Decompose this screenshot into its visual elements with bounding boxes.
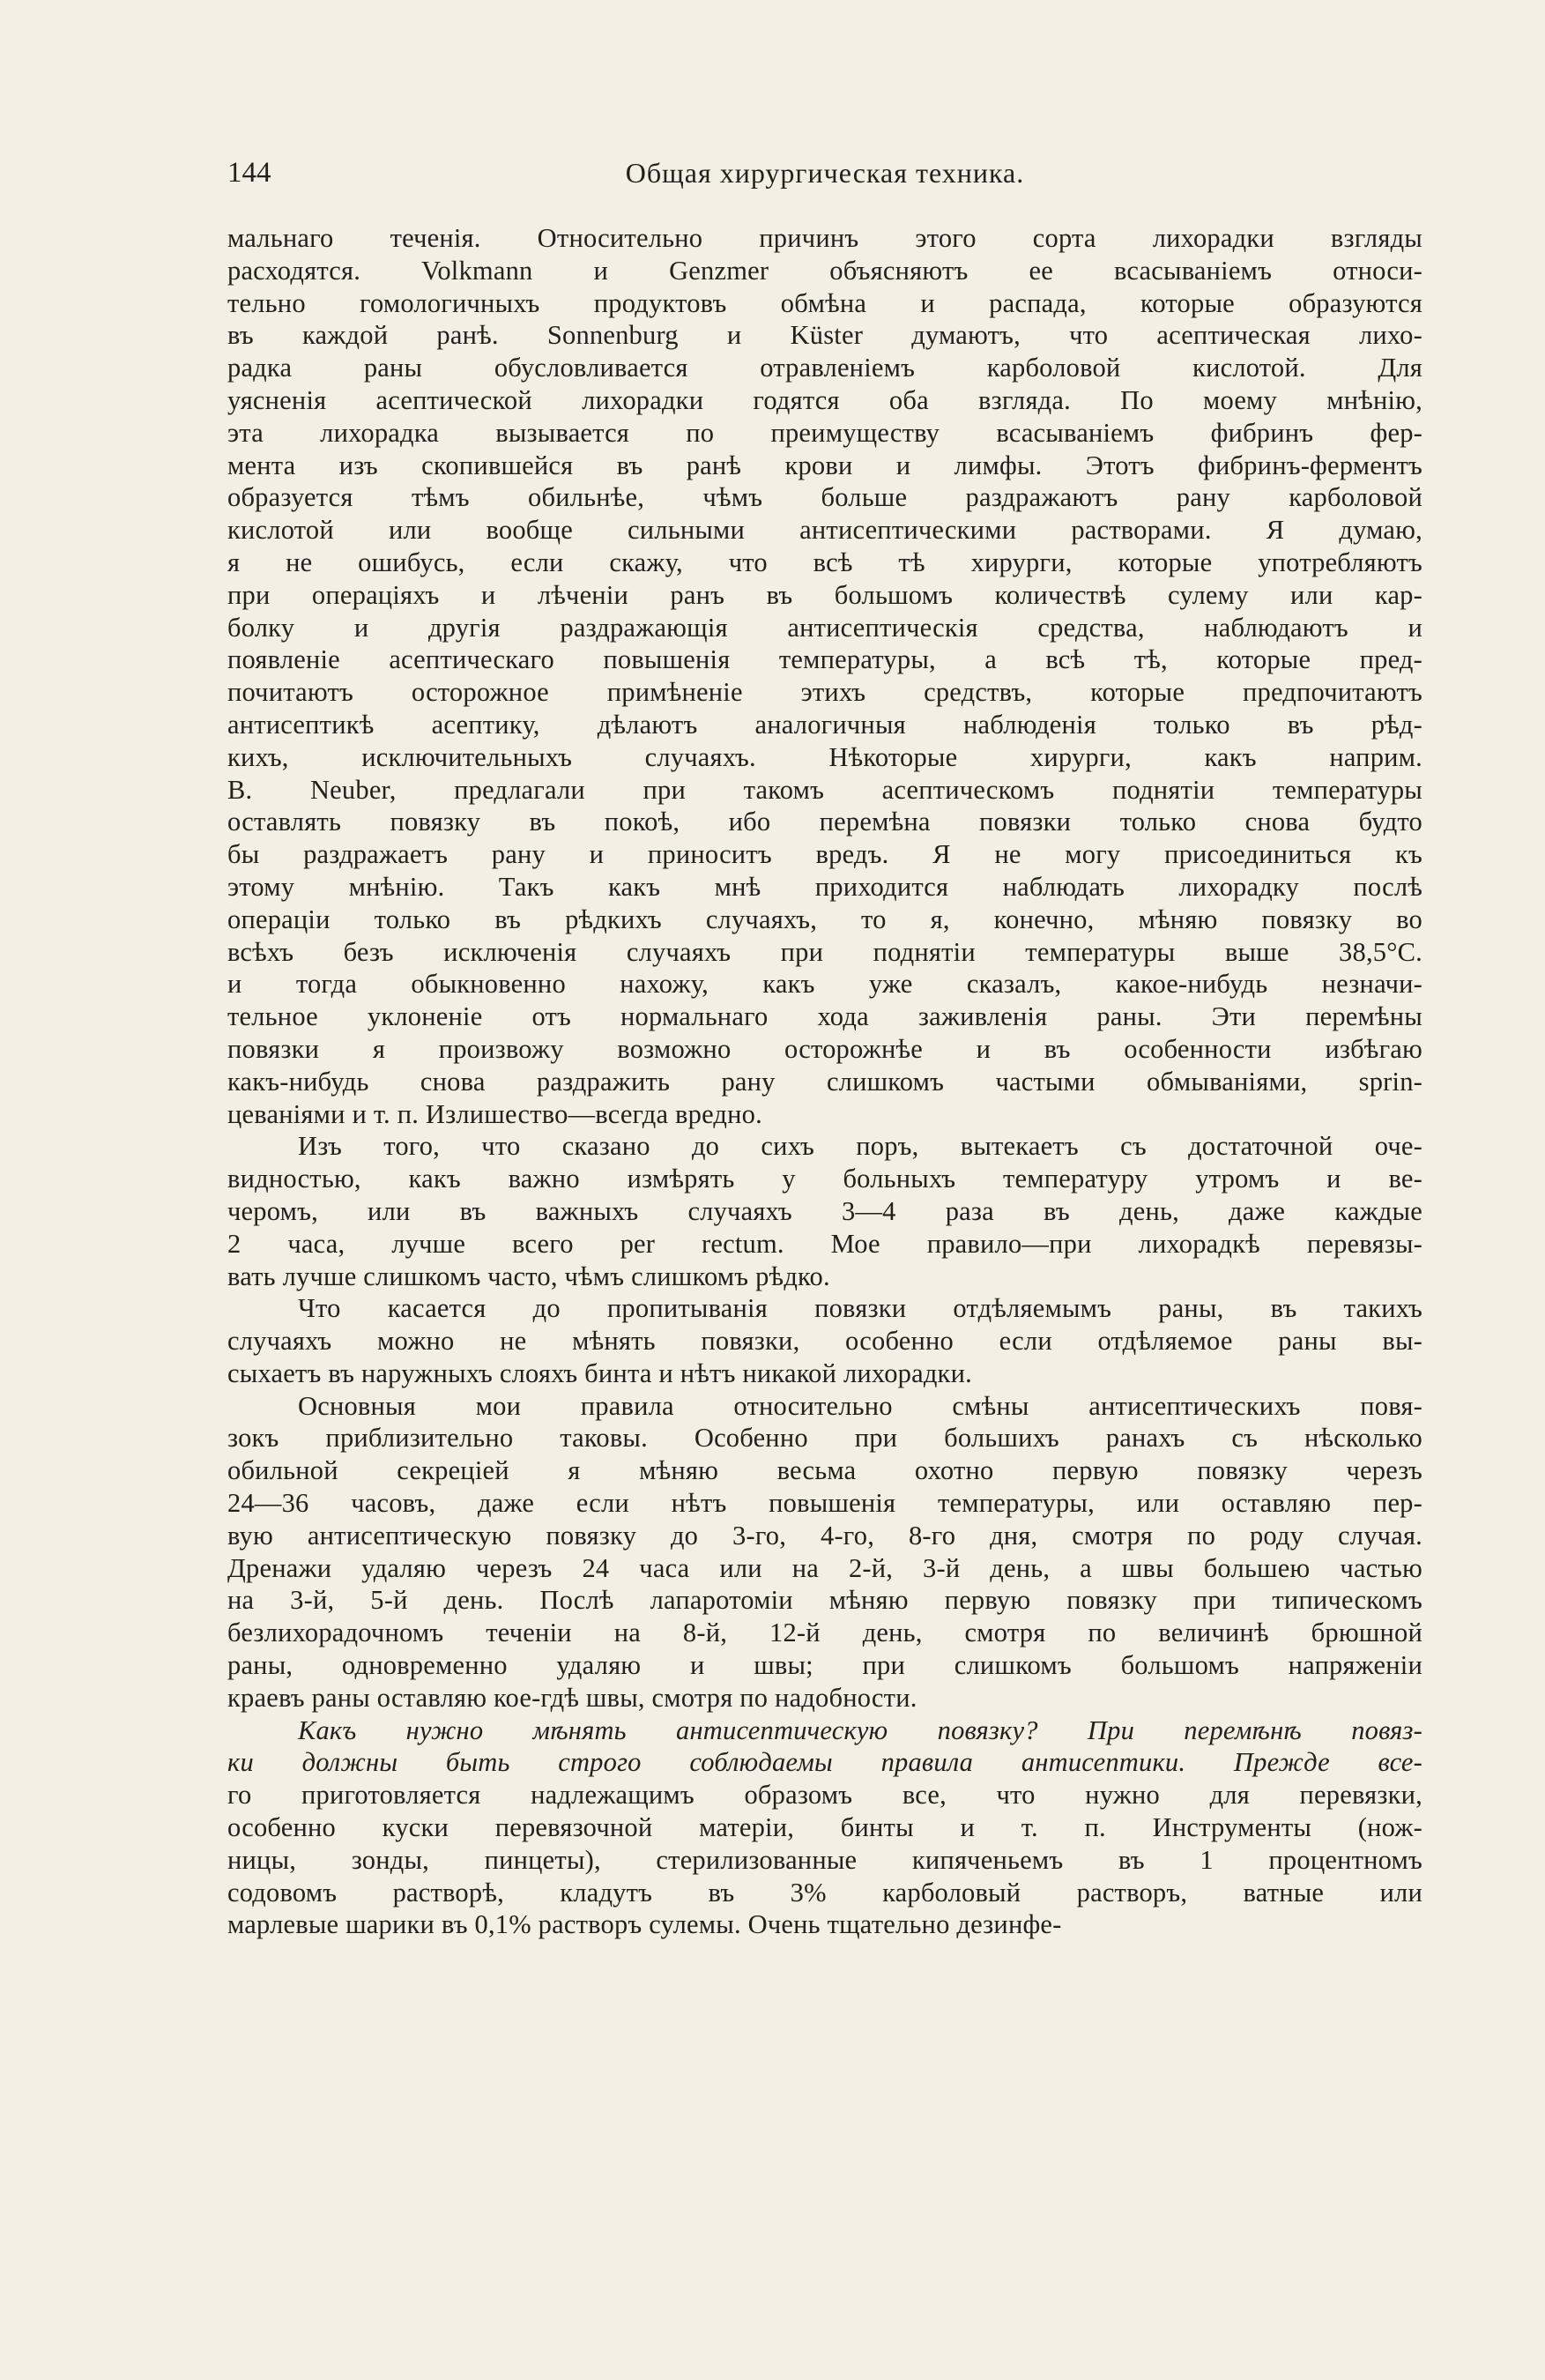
body-text [227,222,1422,1941]
text-line: и тогда обыкновенно нахожу, какъ уже сказалъ, какое-нибудь незначи- [227,969,1422,1000]
text-line: Основныя мои правила относительно смѣны антисептическихъ повя- [298,1390,1422,1421]
text-line: какъ-нибудь снова раздражить рану слишкомъ частыми обмываніями, sprin- [227,1066,1422,1097]
text-line: уясненія асептической лихорадки годятся оба взгляда. По моему мнѣнію, [227,384,1422,415]
text-line: вую антисептическую повязку до 3-го, 4-го, 8-го дня, смотря по роду случая. [227,1520,1422,1551]
text-line: содовомъ растворѣ, кладутъ въ 3% карболовый растворъ, ватные или [227,1877,1422,1908]
text-line: операціи только въ рѣдкихъ случаяхъ, то я, конечно, мѣняю повязку во [227,904,1422,934]
text-line: бы раздражаетъ рану и приноситъ вредъ. Я не могу присоединиться къ [227,839,1422,870]
text-line: антисептикѣ асептику, дѣлаютъ аналогичныя наблюденія только въ рѣд- [227,709,1422,740]
page-number: 144 [227,157,271,189]
text-line: появленіе асептическаго повышенія температуры, а всѣ тѣ, которые пред- [227,644,1422,675]
text-line: тельно гомологичныхъ продуктовъ обмѣна и распада, которые образуются [227,287,1422,318]
text-line: марлевые шарики въ 0,1% растворъ сулемы. Очень тщательно дезинфе- [227,1909,1062,1940]
text-line: видностью, какъ важно измѣрять у больныхъ температуру утромъ и ве- [227,1164,1422,1194]
text-line: Дренажи удаляю черезъ 24 часа или на 2-й, 3-й день, а швы большею частью [227,1552,1422,1583]
text-line: 2 часа, лучше всего per rectum. Мое правило—при лихорадкѣ перевязы- [227,1228,1422,1259]
text-line: раны, одновременно удаляю и швы; при слишкомъ большомъ напряженіи [227,1650,1422,1681]
text-line: 24—36 часовъ, даже если нѣтъ повышенія температуры, или оставляю пер- [227,1488,1422,1519]
text-line: этому мнѣнію. Такъ какъ мнѣ приходится наблюдать лихорадку послѣ [227,871,1422,902]
text-line: ки должны быть строго соблюдаемы правила антисептики. Прежде все- [227,1747,1422,1778]
text-line: Какъ нужно мѣнять антисептическую повязку? При перемѣнѣ повяз- [298,1714,1422,1745]
text-line: эта лихорадка вызывается по преимуществу всасываніемъ фибринъ фер- [227,417,1422,448]
text-line: Изъ того, что сказано до сихъ поръ, вытекаетъ съ достаточной оче- [298,1131,1422,1162]
text-line: тельное уклоненіе отъ нормальнаго хода заживленія раны. Эти перемѣны [227,1001,1422,1032]
running-title: Общая хирургическая техника. [625,157,1025,189]
text-line: мента изъ скопившейся въ ранѣ крови и лимфы. Этотъ фибринъ-ферментъ [227,450,1422,480]
text-line: ницы, зонды, пинцеты), стерилизованные кипяченьемъ въ 1 процентномъ [227,1844,1422,1875]
text-line: образуется тѣмъ обильнѣе, чѣмъ больше раздражаютъ рану карболовой [227,482,1422,513]
text-line: вать лучше слишкомъ часто, чѣмъ слишкомъ рѣдко. [227,1261,830,1291]
text-line: расходятся. Volkmann и Genzmer объясняютъ ее всасываніемъ относи- [227,255,1422,286]
text-line: особенно куски перевязочной матеріи, бинты и т. п. Инструменты (нож- [227,1812,1422,1843]
text-line: на 3-й, 5-й день. Послѣ лапаротоміи мѣняю первую повязку при типическомъ [227,1585,1422,1616]
text-line: почитаютъ осторожное примѣненіе этихъ средствъ, которые предпочитаютъ [227,677,1422,708]
text-line: я не ошибусь, если скажу, что всѣ тѣ хирурги, которые употребляютъ [227,547,1422,577]
text-line: оставлять повязку въ покоѣ, ибо перемѣна повязки только снова будто [227,807,1422,837]
text-line: при операціяхъ и лѣченіи ранъ въ большомъ количествѣ сулему или кар- [227,579,1422,610]
text-line: цеваніями и т. п. Излишество—всегда вредно. [227,1098,762,1129]
text-line: краевъ раны оставляю кое-гдѣ швы, смотря по надобности. [227,1682,917,1713]
text-line: повязки я произвожу возможно осторожнѣе и въ особенности избѣгаю [227,1033,1422,1064]
text-line: болку и другія раздражающія антисептическія средства, наблюдаютъ и [227,612,1422,643]
text-line: черомъ, или въ важныхъ случаяхъ 3—4 раза въ день, даже каждые [227,1195,1422,1226]
text-line: случаяхъ можно не мѣнять повязки, особенно если отдѣляемое раны вы- [227,1326,1422,1357]
text-line: безлихорадочномъ теченіи на 8-й, 12-й день, смотря по величинѣ брюшной [227,1618,1422,1648]
text-line: зокъ приблизительно таковы. Особенно при большихъ ранахъ съ нѣсколько [227,1423,1422,1454]
text-line: сыхаетъ въ наружныхъ слояхъ бинта и нѣтъ никакой лихорадки. [227,1357,972,1388]
text-line: го приготовляется надлежащимъ образомъ все, что нужно для перевязки, [227,1780,1422,1811]
page-header [227,157,1422,196]
text-line: радка раны обусловливается отравленіемъ карболовой кислотой. Для [227,353,1422,383]
text-line: обильной секреціей я мѣняю весьма охотно первую повязку черезъ [227,1455,1422,1486]
text-line: кихъ, исключительныхъ случаяхъ. Нѣкоторые хирурги, какъ наприм. [227,741,1422,772]
text-line: B. Neuber, предлагали при такомъ асептическомъ поднятіи температуры [227,774,1422,805]
text-line: кислотой или вообще сильными антисептическими растворами. Я думаю, [227,515,1422,546]
text-line: мальнаго теченія. Относительно причинъ этого сорта лихорадки взгляды [227,223,1422,253]
text-line: всѣхъ безъ исключенія случаяхъ при поднятіи температуры выше 38,5°С. [227,936,1422,967]
text-line: въ каждой ранѣ. Sonnenburg и Küster думаютъ, что асептическая лихо- [227,320,1422,351]
text-line: Что касается до пропитыванія повязки отдѣляемымъ раны, въ такихъ [298,1293,1422,1324]
